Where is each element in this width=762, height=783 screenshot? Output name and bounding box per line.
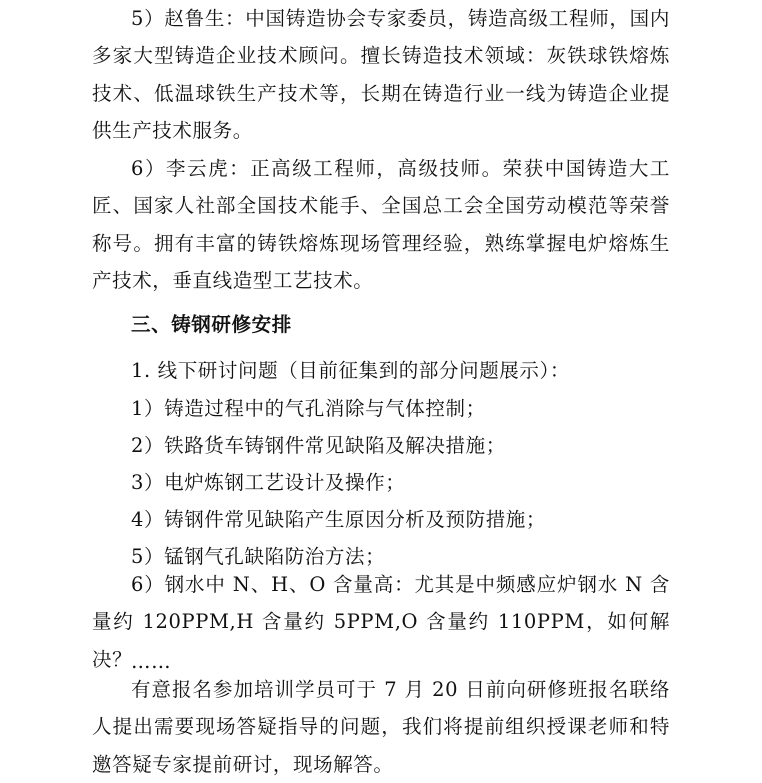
ellipsis: …… xyxy=(131,650,172,673)
list-item: 1）铸造过程中的气孔消除与气体控制； xyxy=(131,397,486,420)
list-item: 4）铸钢件常见缺陷产生原因分析及预防措施； xyxy=(131,508,547,531)
list-item: 6）钢水中 N、H、O 含量高：尤其是中频感应炉钢水 N 含量约 120PPM,H 含量约 5PPM,O 含量约 110PPM，如何解决？ xyxy=(92,573,670,671)
section-heading: 三、铸钢研修安排 xyxy=(131,313,292,336)
list-item: 2）铁路货车铸钢件常见缺陷及解决措施； xyxy=(131,434,506,457)
expert-paragraph-5: 5）赵鲁生：中国铸造协会专家委员，铸造高级工程师，国内多家大型铸造企业技术顾问。擅长铸造技术领域：灰铁球铁熔炼技术、低温球铁生产技术等，长期在铸造行业一线为铸造企业提供生产技术服务。 xyxy=(92,7,670,142)
expert-paragraph-6: 6）李云虎：正高级工程师，高级技师。荣获中国铸造大工匠、国家人社部全国技术能手、全国总工会全国劳动模范等荣誉称号。拥有丰富的铸铁熔炼现场管理经验，熟练掌握电炉熔炼生产技术，垂直线造型工艺技术。 xyxy=(92,157,670,292)
list-item: 3）电炉炼钢工艺设计及操作； xyxy=(131,471,406,494)
section-subheading: 1. 线下研讨问题（目前征集到的部分问题展示）： xyxy=(131,359,570,382)
list-item: 5）锰钢气孔缺陷防治方法； xyxy=(131,545,386,568)
closing-paragraph: 有意报名参加培训学员可于 7 月 20 日前向研修班报名联络人提出需要现场答疑指导的问题，我们将提前组织授课老师和特邀答疑专家提前研讨，现场解答。 xyxy=(92,678,670,776)
